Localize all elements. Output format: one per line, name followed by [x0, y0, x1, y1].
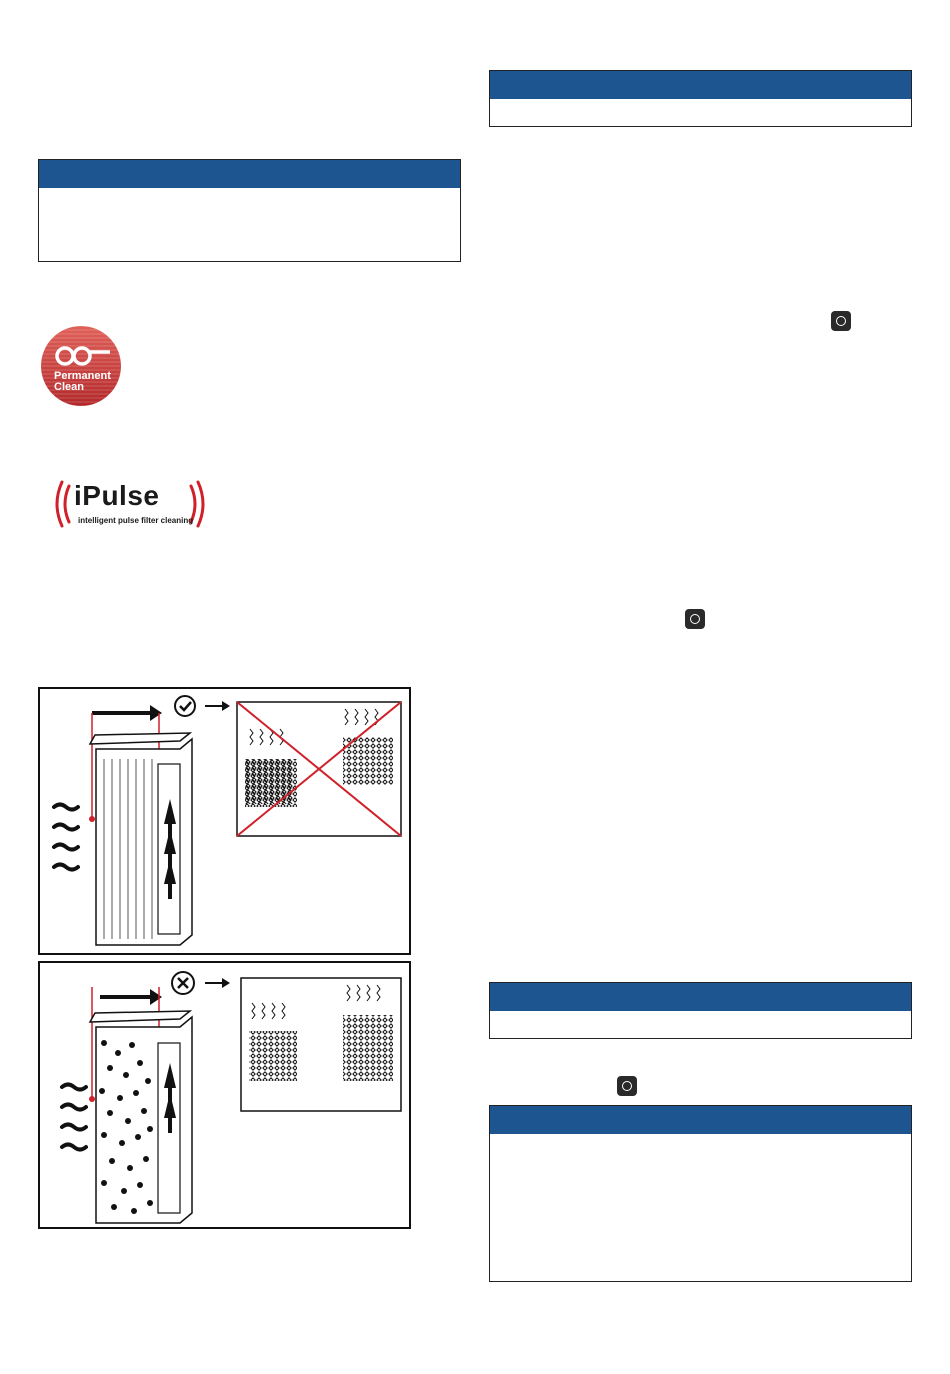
ipulse-title: iPulse	[74, 480, 160, 511]
notice-box-left	[38, 159, 461, 262]
permanent-clean-line1: Permanent	[54, 370, 111, 382]
notice-box-right-top	[489, 70, 912, 127]
x-circle-icon	[172, 972, 194, 994]
permanent-clean-line2: Clean	[54, 381, 84, 393]
notice-box-right-middle	[489, 982, 912, 1039]
ipulse-logo	[50, 476, 210, 532]
permanent-clean-badge	[40, 325, 122, 407]
figure-panel-clogged	[38, 961, 411, 1229]
notice-box-right-bottom	[489, 1105, 912, 1282]
notice-header	[490, 71, 911, 99]
figure-panel-clean	[38, 687, 411, 955]
notice-header	[39, 160, 460, 188]
filter-clean-button-icon	[617, 1076, 637, 1096]
filter-clean-button-icon	[831, 311, 851, 331]
check-circle-icon	[175, 696, 195, 716]
filter-clean-button-icon	[685, 609, 705, 629]
notice-header	[490, 1106, 911, 1134]
ipulse-subtitle: intelligent pulse filter cleaning	[78, 516, 194, 525]
notice-header	[490, 983, 911, 1011]
